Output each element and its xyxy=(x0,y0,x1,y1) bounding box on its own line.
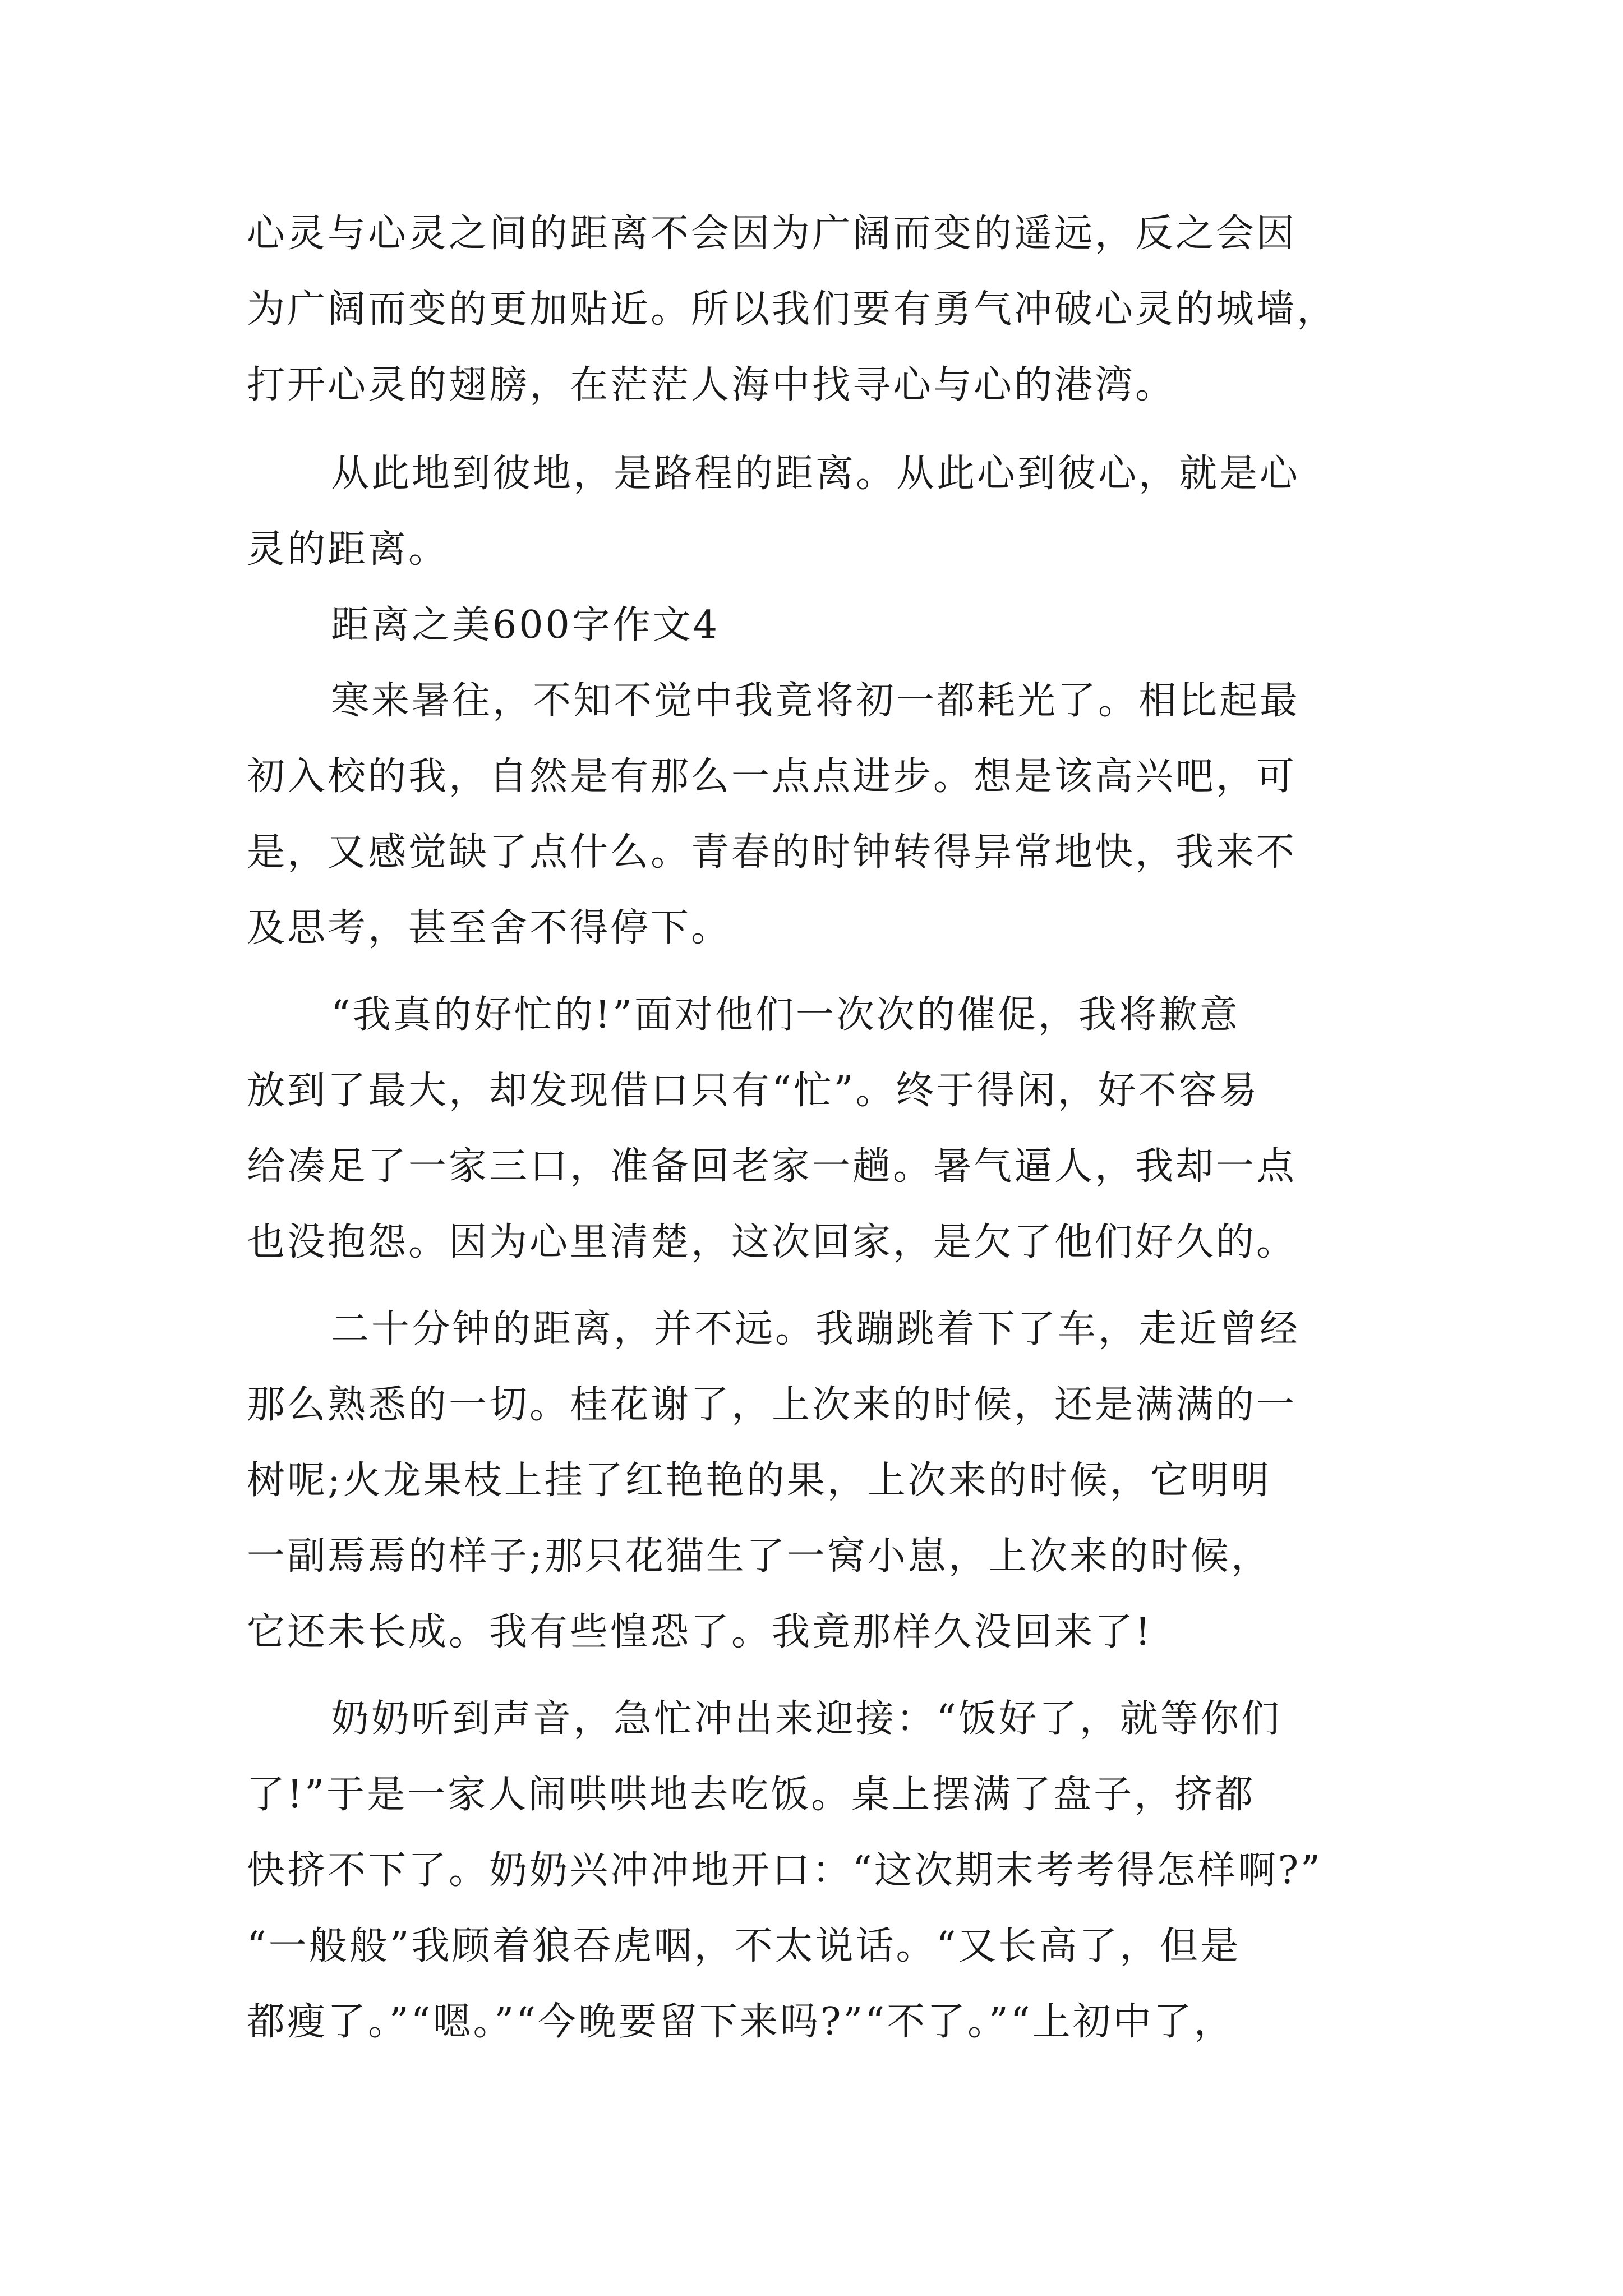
text-line: 奶奶听到声音，急忙冲出来迎接：“饭好了，就等你们 xyxy=(331,1697,1281,1741)
text-line: 了!”于是一家人闹哄哄地去吃饭。桌上摆满了盘子，挤都 xyxy=(247,1773,1256,1817)
text-line: 放到了最大，却发现借口只有“忙”。终于得闲，好不容易 xyxy=(247,1069,1260,1113)
section-heading: 距离之美600字作文4 xyxy=(331,603,720,647)
text-line: 树呢;火龙果枝上挂了红艳艳的果，上次来的时候，它明明 xyxy=(247,1458,1271,1503)
text-line: 为广阔而变的更加贴近。所以我们要有勇气冲破心灵的城墙， xyxy=(247,287,1338,332)
text-line: 心灵与心灵之间的距离不会因为广阔而变的遥远，反之会因 xyxy=(247,211,1297,256)
text-line: 寒来暑往，不知不觉中我竟将初一都耗光了。相比起最 xyxy=(331,679,1301,723)
text-line: “我真的好忙的!”面对他们一次次的催促，我将歉意 xyxy=(331,993,1240,1037)
text-line: 打开心灵的翅膀，在茫茫人海中找寻心与心的港湾。 xyxy=(247,363,1176,407)
text-line: 也没抱怨。因为心里清楚，这次回家，是欠了他们好久的。 xyxy=(247,1220,1297,1264)
text-line: 一副焉焉的样子;那只花猫生了一窝小崽，上次来的时候， xyxy=(247,1534,1271,1579)
text-line: 那么熟悉的一切。桂花谢了，上次来的时候，还是满满的一 xyxy=(247,1383,1297,1427)
text-line: 及思考，甚至舍不得停下。 xyxy=(247,906,732,950)
text-line: 是，又感觉缺了点什么。青春的时钟转得异常地快，我来不 xyxy=(247,830,1297,875)
text-line: “一般般”我顾着狼吞虎咽，不太说话。“又长高了，但是 xyxy=(247,1924,1241,1968)
text-line: 快挤不下了。奶奶兴冲冲地开口：“这次期末考考得怎样啊?” xyxy=(247,1848,1322,1893)
text-line: 它还未长成。我有些惶恐了。我竟那样久没回来了! xyxy=(247,1610,1153,1654)
text-line: 都瘦了。”“嗯。”“今晚要留下来吗?”“不了。”“上初中了， xyxy=(247,2000,1234,2044)
text-line: 从此地到彼地，是路程的距离。从此心到彼心，就是心 xyxy=(331,452,1301,496)
text-line: 初入校的我，自然是有那么一点点进步。想是该高兴吧，可 xyxy=(247,754,1297,799)
text-line: 二十分钟的距离，并不远。我蹦跳着下了车，走近曾经 xyxy=(331,1307,1301,1351)
text-line: 灵的距离。 xyxy=(247,527,449,572)
text-line: 给凑足了一家三口，准备回老家一趟。暑气逼人，我却一点 xyxy=(247,1144,1297,1189)
